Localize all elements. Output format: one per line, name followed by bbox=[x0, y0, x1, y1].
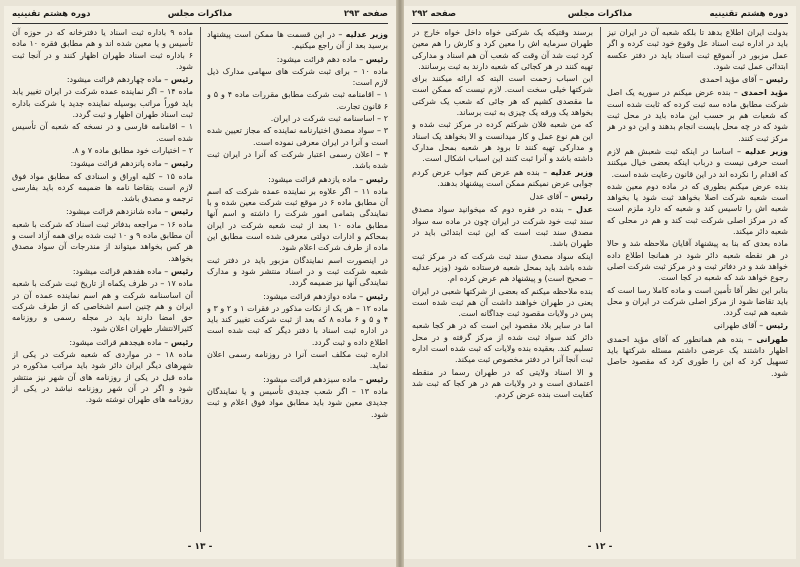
speaker-line bbox=[12, 266, 193, 277]
paragraph: بدولت ایران اطلاع بدهد تا بلکه شعبه آن در ایران نیز باید در اداره ثبت اسناد عل وقوع خود ثبت کرده و اگر عمل مزبور در آنموقع ثبت اسناد باید در دفتر عکسه ابتدائی عمل ثبت شود. bbox=[607, 28, 788, 71]
paragraph: ماده ۱۷ – در ظرف یکماه از تاریخ ثبت شرکت با شعبه آن اساسنامه شرکت و هم اسم نماینده عمده آن در ایران و هم چنین اسم اشخاصی که از طرف شرکت حق امضا دارند باید در مجله رسمی و روزنامه کثیرالانتشار طهران اعلان شود. bbox=[12, 279, 193, 334]
speaker-text: – ماده هیجدهم قرائت میشود: bbox=[69, 337, 171, 347]
text-column-right bbox=[607, 27, 788, 532]
speaker-line bbox=[607, 87, 788, 143]
speaker-line bbox=[412, 204, 593, 249]
speaker-text: – ماده شانزدهم قرائت میشود: bbox=[65, 207, 171, 217]
paragraph: ماده ۱۶ – مراجعه بدفاتر ثبت اسناد که شرکت با شعبه آن مطابق ماده ۹ و ۱۰ ثبت شده برای همه آزاد است و هر کس بخواهد میتواند از مندرجات آن سواد مصدق بخواهد. bbox=[12, 219, 193, 263]
text-column-left bbox=[412, 27, 593, 532]
header-rule bbox=[12, 23, 388, 24]
header-title: مذاکرات مجلس bbox=[567, 9, 633, 19]
paragraph: ماده ۱۲ – هر یک از نکات مذکور در فقرات ۱ و ۲ و ۳ و ۴ و ۵ و ۶ ماده ۸ که بعد از ثبت شرکت تغییر کند باید در اداره ثبت اسناد با دفتر دیگر که ثبت شده است اطلاع داده و ثبت گردد. bbox=[207, 303, 388, 347]
speaker-line bbox=[207, 54, 388, 65]
page-number: - ۱۲ - bbox=[587, 542, 613, 552]
speaker-text: – بنده هم عرض کنم جواب عرض کردم جوابی عرض نمیکنم ممکن است پیشنهاد بدهند. bbox=[412, 167, 593, 188]
speaker-text: – ماده دوازدهم قرائت میشود: bbox=[263, 291, 366, 301]
speaker-line bbox=[12, 206, 193, 217]
speaker-line bbox=[12, 74, 193, 85]
speaker-text: – آقای عدل bbox=[529, 192, 571, 202]
paragraph: و الا اسناد ولایتی که در طهران رسما در منقطه اعتمادی است و در ولایات هم در هر کجا که ثبت شد کفایت است بنده عرض کردم. bbox=[412, 367, 593, 400]
speaker-text: – ماده دهم قرائت میشود: bbox=[276, 54, 366, 64]
left-page bbox=[4, 6, 396, 559]
speaker-text: – ماده هفدهم قرائت میشود: bbox=[72, 266, 171, 276]
speaker-name: وزیر عدلیه bbox=[745, 146, 788, 156]
text-column-right bbox=[207, 27, 388, 532]
speaker-name: رئیس bbox=[365, 54, 388, 64]
speaker-text: – آقای طهرانی bbox=[713, 321, 766, 331]
paragraph: بنده عرض میکنم بطوری که در ماده دوم معین شده است شعبه شرکت اصلا بخواهد ثبت شود یا بخواهد شعبه اش را تاسیس کند و شعبه که دارد ملزم است که در مرکز اصلی شرکت ثبت کند و هم در محلی که شعبه دائر میکند. bbox=[607, 181, 788, 237]
speaker-line bbox=[412, 191, 593, 202]
speaker-text: – بنده عرض میکنم در سوریه یک اصل شرکت مطابق ماده سه ثبت کرده که ثابت شده است که شعبات هم بر حسب این ماده باید در محل ثبت شود که در چه محل بایست انجام بدهند و این دو در هر مرکز ثبت کنند. bbox=[607, 88, 788, 143]
speaker-name: رئیس bbox=[365, 374, 388, 384]
paragraph: برسند وقتیکه یک شرکتی خواه داخل خواه خارج در طهران سرمایه اش را معین کرد و کارش را هم معین کرد ثبت شد آن وقت که شعب آن هم اسناد و مدارکی تهیه کنند در هر کجائی که شعبه دارند به ثبت برسانند. bbox=[412, 28, 593, 71]
speaker-name: رئیس bbox=[170, 337, 193, 347]
speaker-text: – ماده یازدهم قرائت میشود: bbox=[268, 174, 366, 184]
paragraph: این اسباب زحمت است البته که ارائه میکنند برای شرکتها خیلی سخت است. لازم نیست که ممکن است ما مقصدی کشیم که هر جائی که شعب یک شرکتی بخواهد یک ورقه یک چیزی به ثبت برساند. bbox=[412, 74, 593, 118]
text-column-left bbox=[12, 27, 193, 532]
paragraph: ۴ – اعلان رسمی اعتبار شرکت که آنرا در ایران ثبت شده باشد. bbox=[207, 149, 388, 171]
speaker-name: رئیس bbox=[170, 207, 193, 217]
paragraph: ماده ۱۰ – برای ثبت شرکت های سهامی مدارک ذیل لازم است: bbox=[207, 66, 388, 88]
paragraph: که من شعبه فلان شرکتم کرده در مرکز ثبت شده و این هم نوع عمل و کار میدانست و الا بخواهد یک اسناد و مدارکی تهیه کنند تا برود هر شعبه بمحل مدارک داشته باشد و آنرا ثبت کنند این اسباب اشکال است. bbox=[412, 120, 593, 164]
paragraph: ماده ۱۱ – اگر علاوه بر نماینده عمده شرکت که اسم آن مطابق ماده ۶ در موقع ثبت شرکت معین شده و با نمایندگی بتمامی امور شرکت را داشته و اسم آنها مطابق ماده ۱۰ بعد از ثبت شعبه شرکت در ایران بمحاکم و ادارات دولتی معرفی شده است مطابق این ماده از طرف شرکت اعلام شود. bbox=[207, 186, 388, 253]
speaker-name: وزیر عدلیه bbox=[345, 30, 388, 39]
speaker-line bbox=[412, 167, 593, 190]
speaker-line bbox=[207, 29, 388, 52]
speaker-name: رئیس bbox=[170, 266, 193, 276]
right-page bbox=[404, 6, 796, 559]
speaker-name: رئیس bbox=[170, 159, 193, 169]
speaker-name: طهرانی bbox=[756, 334, 788, 344]
header-rule bbox=[412, 23, 788, 24]
paragraph: ۲ – اختیارات خود مطابق ماده ۷ و ۸. bbox=[72, 145, 193, 155]
speaker-text: – بنده هم همانطور که آقای مؤید احمدی اظهار داشتند یک عرضی داشتم مسئله شرکتها باید تسهیل کرد که این را طوری کرد که مقصود حاصل شود. bbox=[607, 334, 788, 378]
paragraph: اینکه سواد مصدق سند ثبت شرکت که در مرکز ثبت شده باشد باید بمحل شعبه فرستاده شود (وزیر عدلیه – صحیح است) و پیشنهاد هم عرض کرده ام. bbox=[412, 251, 593, 284]
speaker-line bbox=[607, 320, 788, 331]
page-header bbox=[412, 9, 788, 22]
page-header bbox=[12, 9, 388, 22]
speaker-name: مؤید احمدی bbox=[741, 88, 788, 98]
paragraph: ماده ۱۳ – اگر شعب جدیدی تأسیس و یا نمایندگان جدیدی معین شود باید مطابق مواد فوق اعلام و ثبت شود. bbox=[207, 386, 388, 419]
paragraph: ۱ – اقامنامه ثبت شرکت مطابق مقررات ماده ۴ و ۵ و ۶ قانون تجارت. bbox=[207, 90, 388, 111]
speaker-text: – اساسا در اینکه ثبت شعبش هم لازم است حرفی نیست و درباب اینکه بعضی خیال میکنند که اقدام را نکرده اند در این قانون رعایت شده است. bbox=[607, 146, 788, 179]
paragraph: ۲ – اساسنامه ثبت شرکت در ایران. bbox=[270, 114, 388, 124]
page-label: صفحه ۲۹۳ bbox=[343, 9, 388, 19]
speaker-text: – آقای مؤید احمدی bbox=[699, 75, 766, 85]
speaker-text: – ماده سیزدهم قرائت میشود: bbox=[263, 374, 366, 384]
speaker-line bbox=[12, 337, 193, 348]
speaker-text: – بنده در فقره دوم که میخوانید سواد مصدق سند ثبت خود شرکت در ایران چون در ماده سه سواد مصدق سند ثبت است که این ثبت ابتدائی باید در طهران باشد. bbox=[412, 205, 593, 249]
speaker-name: رئیس bbox=[365, 174, 388, 184]
speaker-name: رئیس bbox=[365, 291, 388, 301]
speaker-line bbox=[12, 158, 193, 169]
speaker-text: – ماده پانزدهم قرائت میشود: bbox=[70, 159, 171, 169]
speaker-name: رئیس bbox=[570, 192, 593, 202]
paragraph: ۳ – سواد مصدق اختیارنامه نماینده که مجاز تعیین شده است و آنرا در ایران معرفی نموده است. bbox=[207, 126, 388, 147]
session-label: دوره هشتم تقنینیه bbox=[709, 9, 788, 19]
paragraph: بنابر این نظر آقا تأمین است و ماده کاملا رسا است که باید تقاضا شود از مرکز اصلی شرکت در ایران و محل شعبه هم ثبت گردد. bbox=[607, 285, 788, 318]
speaker-name: رئیس bbox=[765, 321, 788, 331]
speaker-name: رئیس bbox=[170, 75, 193, 85]
speaker-name: عدل bbox=[575, 205, 593, 215]
column-divider bbox=[600, 27, 601, 532]
paragraph: ماده ۱۵ – کلیه اوراق و اسنادی که مطابق مواد فوق لازم است بتقاضا نامه ها ضمیمه کرده باید بفارسی ترجمه و مصدق باشد. bbox=[12, 171, 193, 204]
page-number: - ۱۳ - bbox=[187, 542, 213, 552]
speaker-name: رئیس bbox=[765, 75, 788, 85]
speaker-line bbox=[607, 334, 788, 379]
speaker-text: – در این قسمت ها ممکن است پیشنهاد برسید بعد از آن راجع میکنیم. bbox=[207, 30, 388, 51]
paragraph: در اینصورت اسم نمایندگان مزبور باید در دفتر ثبت شعبه شرکت ثبت و در اسناد منتشر شود و مدارک نمایندگی آنها نیز ضمیمه گردد. bbox=[207, 255, 388, 288]
speaker-name: وزیر عدلیه bbox=[550, 167, 593, 177]
paragraph: بنده ملاحظه میکنم که بعضی از شرکتها شعبی در ایران یعنی در طهران خواهند داشت آن هم ثبت شده است پس در ولایات مقصود ثبت جداگانه است. bbox=[412, 286, 593, 319]
book-gutter bbox=[396, 0, 404, 567]
speaker-line bbox=[607, 74, 788, 85]
paragraph: ماده ۱۴ – اگر نماینده عمده شرکت در ایران تغییر یابد باید فوراً مراتب بوسیله نماینده جدید یا شرکت باداره ثبت اسناد طهران اظهار و ثبت گردد. bbox=[12, 87, 193, 120]
speaker-line bbox=[207, 291, 388, 302]
paragraph: ۱ – اقامنامه فارسی و در نسخه که شعبه آن تأسیس شده است. bbox=[12, 122, 193, 143]
column-divider bbox=[200, 27, 201, 532]
speaker-line bbox=[207, 374, 388, 385]
speaker-line bbox=[207, 174, 388, 185]
header-title: مذاکرات مجلس bbox=[167, 9, 233, 19]
speaker-line bbox=[607, 146, 788, 180]
paragraph: اداره ثبت مکلف است آنرا در روزنامه رسمی اعلان نماید. bbox=[207, 350, 388, 371]
paragraph: اما در سایر بلاد مقصود این است که در هر کجا شعبه دائر کند سواد ثبت شده از مرکز گرفته و در محل تسلیم کند. بعقیده بنده ولایات که ثبت شده است اداره ثبت آنجا آنرا در دفتر مخصوص ثبت میکند. bbox=[412, 321, 593, 365]
paragraph: ماده ۱۸ – در مواردی که شعبه شرکت در یکی از شهرهای دیگر ایران دائر شود باید مراتب مذکوره در ماده قبل در یکی از روزنامه های آن شهر نیز منتشر شود و اگر در آن شهر روزنامه نباشد در یکی از روزنامه های طهران نوشته شود. bbox=[12, 350, 193, 405]
session-label: دوره هشتم تقنینیه bbox=[12, 9, 91, 19]
page-label: صفحه ۲۹۲ bbox=[412, 9, 457, 19]
paragraph: ماده ۹ باداره ثبت اسناد یا دفترخانه که در حوزه آن تأسیس و یا معین شده اند و هم مطابق فقره ۱۰ ماده ۶ باداره ثبت اسناد طهران اظهار کنند و در آنجا ثبت شود. bbox=[12, 28, 193, 71]
speaker-text: – ماده چهاردهم قرائت میشود: bbox=[66, 75, 171, 85]
paragraph: ماده بعدی که بنا به پیشنهاد آقایان ملاحظه شد و حالا در هر نقطه شعبه دائر شود در همانجا اطلاع داده خواهد شد و در دفاتر ثبت و در مرکز ثبت شرکت اصلی رجوع خواهد شد که شعبه در کجا است. bbox=[607, 239, 788, 283]
